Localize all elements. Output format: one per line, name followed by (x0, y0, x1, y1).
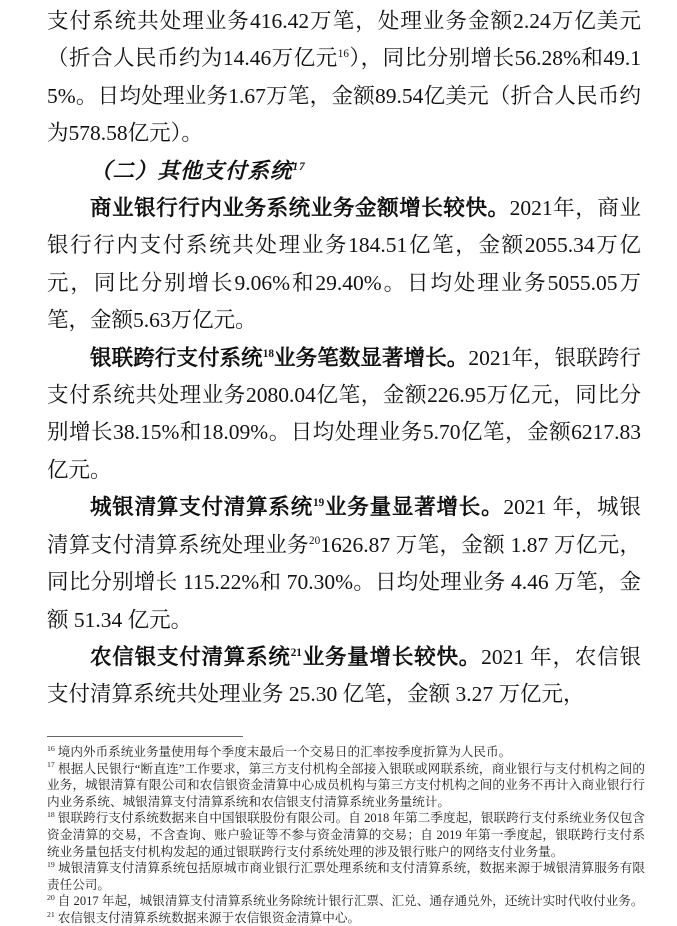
text-run: 城银清算支付清算系统 (90, 495, 314, 520)
footnote-number: 21 (47, 909, 55, 919)
text-run: 2021年，商业银行行内支付系统共处理业务184.51亿笔，金额2055.34万亿元，同比分别增长9.06%和29.40%。日均处理业务5055.05万笔，金额5.63万亿元。 (47, 196, 641, 333)
text-run: 2021年，银联跨行支付系统共处理业务2080.04亿笔，金额226.95万亿元，同比分别增长38.15%和18.09%。日均处理业务5.70亿笔，金额6217.83亿元。 (47, 345, 641, 482)
footnote (47, 810, 645, 860)
footnotes-area (47, 736, 645, 926)
footnote-text: 城银清算支付清算系统包括原城市商业银行汇票处理系统和支付清算系统，数据来源于城银清算服务有限责任公司。 (47, 861, 645, 892)
footnote-number: 16 (47, 743, 55, 753)
text-run: 业务笔数显著增长。 (273, 345, 469, 370)
footnote-list (47, 744, 645, 926)
text-run: 1626.87 万笔，金额 1.87 万亿元，同比分别增长 115.22%和 70.30%。日均处理业务 4.46 万笔，金额 51.34 亿元。 (47, 532, 641, 632)
footnote-text: 境内外币系统业务量使用每个季度末最后一个交易日的汇率按季度折算为人民币。 (57, 745, 512, 759)
body-paragraph (47, 3, 641, 153)
footnote-separator (47, 736, 243, 737)
heading-text: （二）其他支付系统 (90, 158, 293, 183)
footnote-text: 根据人民银行“断直连”工作要求，第三方支付机构全部接入银联或网联系统，商业银行与支付机构之间的业务，城银清算有限公司和农信银资金清算中心成员机构与第三方支付机构之间的业务不再计入商业银行行内业务系统、城银清算支付清算系统和农信银支付清算系统业务量统计。 (47, 761, 645, 809)
footnote-text: 农信银支付清算系统数据来源于农信银资金清算中心。 (57, 910, 361, 925)
footnote (47, 860, 645, 893)
body-paragraph (47, 190, 641, 340)
body-paragraph (47, 489, 641, 639)
footnote-reference: 19 (313, 497, 325, 510)
footnote-reference: 16 (337, 48, 349, 61)
text-run: 2021 年，农信银支付清算系统共处理业务 25.30 亿笔，金额 3.27 万亿元， (47, 644, 641, 707)
section-heading (47, 153, 641, 190)
footnote-reference: 20 (309, 534, 321, 547)
footnote-reference: 18 (262, 347, 274, 360)
footnote (47, 761, 645, 811)
text-run: 商业银行行内业务系统业务金额增长较快。 (90, 196, 510, 221)
text-run: 2021 年，城银清算支付清算系统处理业务 (47, 495, 641, 557)
footnote-text: 银联跨行支付系统数据来自中国银联股份有限公司。自 2018 年第二季度起，银联跨行支付系统业务仅包含资金清算的交易，不含查询、账户验证等不参与资金清算的交易；自 2019 年第一季度起，银联跨行支付系统业务量包括支付机构发起的通过银联跨行支付系统处理的涉及银行账户的网络支付业务量。 (47, 811, 645, 859)
text-run: 业务量显著增长。 (324, 495, 504, 520)
text-run: 银联跨行支付系统 (90, 345, 263, 370)
footnote-number: 17 (47, 760, 55, 770)
text-run: 农信银支付清算系统 (90, 644, 291, 669)
footnote-number: 18 (47, 810, 55, 820)
text-run: 支付系统共处理业务416.42万笔，处理业务金额2.24万亿美元（折合人民币约为14.46万亿元 (47, 9, 641, 71)
footnote-number: 20 (47, 893, 55, 903)
footnote-reference: 17 (292, 160, 306, 173)
document-body (47, 3, 641, 714)
footnote-text: 自 2017 年起，城银清算支付清算系统业务除统计银行汇票、汇兑、通存通兑外，还统计实时代收付业务。 (57, 894, 644, 909)
body-paragraph (47, 639, 641, 714)
footnote (47, 744, 645, 761)
footnote (47, 910, 645, 926)
text-run: 业务量增长较快。 (301, 644, 482, 669)
footnote (47, 893, 645, 910)
text-run: ），同比分别增长56.28%和49.15%。日均处理业务1.67万笔，金额89.54亿美元（折合人民币约为578.58亿元）。 (47, 46, 641, 146)
footnote-reference: 21 (290, 646, 302, 659)
body-paragraph (47, 340, 641, 490)
footnote-number: 19 (47, 859, 55, 869)
